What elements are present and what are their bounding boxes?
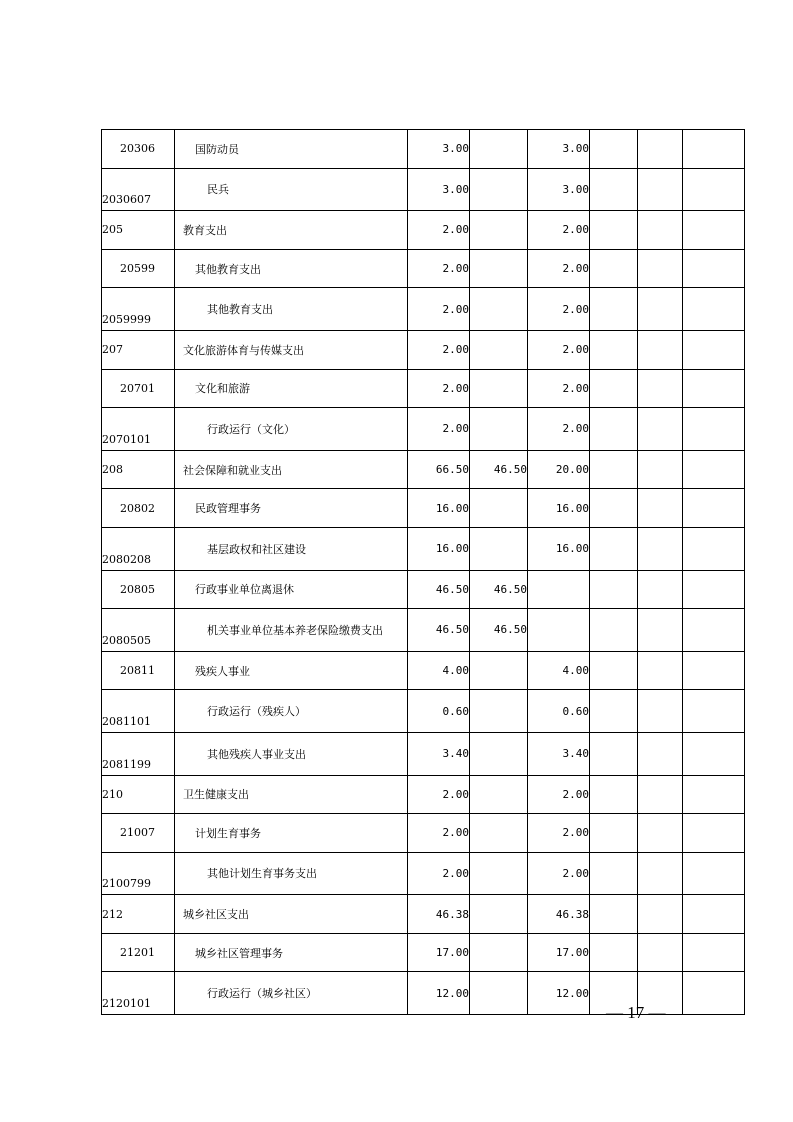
- empty-cell: [590, 775, 638, 814]
- empty-cell: [638, 933, 683, 972]
- basic-expenditure-cell: [470, 408, 528, 451]
- subject-name-cell: 基层政权和社区建设: [175, 527, 408, 570]
- project-expenditure-cell: 16.00: [528, 527, 590, 570]
- table-row: [102, 450, 745, 489]
- subject-code-cell: 20599: [102, 249, 175, 288]
- subject-code-cell: 2059999: [102, 288, 175, 331]
- empty-cell: [638, 369, 683, 408]
- project-expenditure-cell: 3.00: [528, 168, 590, 211]
- subject-name-cell: 其他教育支出: [175, 288, 408, 331]
- subject-code-cell: 212: [102, 895, 175, 934]
- table-row: [102, 895, 745, 934]
- subject-name-cell: 行政运行（残疾人）: [175, 690, 408, 733]
- empty-cell: [638, 489, 683, 528]
- subject-name-cell: 社会保障和就业支出: [175, 450, 408, 489]
- empty-cell: [638, 288, 683, 331]
- empty-cell: [638, 852, 683, 895]
- total-amount-cell: 17.00: [408, 933, 470, 972]
- empty-cell: [590, 489, 638, 528]
- project-expenditure-cell: [528, 609, 590, 652]
- empty-cell: [638, 732, 683, 775]
- total-amount-cell: 3.40: [408, 732, 470, 775]
- empty-cell: [683, 651, 745, 690]
- total-amount-cell: 2.00: [408, 249, 470, 288]
- empty-cell: [590, 732, 638, 775]
- empty-cell: [683, 211, 745, 250]
- subject-name-cell: 城乡社区管理事务: [175, 933, 408, 972]
- empty-cell: [638, 527, 683, 570]
- subject-code-cell: 20811: [102, 651, 175, 690]
- empty-cell: [683, 489, 745, 528]
- subject-name-cell: 行政事业单位离退休: [175, 570, 408, 609]
- table-row: [102, 330, 745, 369]
- project-expenditure-cell: 16.00: [528, 489, 590, 528]
- basic-expenditure-cell: [470, 249, 528, 288]
- project-expenditure-cell: 2.00: [528, 852, 590, 895]
- empty-cell: [638, 570, 683, 609]
- subject-code-cell: 20306: [102, 130, 175, 169]
- subject-name-cell: 国防动员: [175, 130, 408, 169]
- basic-expenditure-cell: [470, 211, 528, 250]
- project-expenditure-cell: 2.00: [528, 249, 590, 288]
- subject-code-cell: 20701: [102, 369, 175, 408]
- subject-name-cell: 机关事业单位基本养老保险缴费支出: [175, 609, 408, 652]
- project-expenditure-cell: [528, 570, 590, 609]
- subject-name-cell: 残疾人事业: [175, 651, 408, 690]
- basic-expenditure-cell: [470, 814, 528, 853]
- empty-cell: [683, 895, 745, 934]
- subject-name-cell: 行政运行（城乡社区）: [175, 972, 408, 1015]
- basic-expenditure-cell: [470, 775, 528, 814]
- subject-code-cell: 2081101: [102, 690, 175, 733]
- empty-cell: [683, 852, 745, 895]
- empty-cell: [638, 775, 683, 814]
- empty-cell: [590, 288, 638, 331]
- subject-name-cell: 文化和旅游: [175, 369, 408, 408]
- empty-cell: [590, 211, 638, 250]
- empty-cell: [590, 814, 638, 853]
- basic-expenditure-cell: [470, 732, 528, 775]
- table-row: [102, 651, 745, 690]
- basic-expenditure-cell: [470, 972, 528, 1015]
- subject-code-cell: 210: [102, 775, 175, 814]
- empty-cell: [590, 450, 638, 489]
- total-amount-cell: 2.00: [408, 775, 470, 814]
- basic-expenditure-cell: [470, 330, 528, 369]
- subject-code-cell: 20805: [102, 570, 175, 609]
- basic-expenditure-cell: [470, 651, 528, 690]
- basic-expenditure-cell: 46.50: [470, 450, 528, 489]
- total-amount-cell: 46.50: [408, 609, 470, 652]
- empty-cell: [638, 609, 683, 652]
- empty-cell: [590, 651, 638, 690]
- basic-expenditure-cell: [470, 288, 528, 331]
- page-number: — 17 —: [606, 1003, 666, 1022]
- empty-cell: [590, 330, 638, 369]
- empty-cell: [590, 527, 638, 570]
- empty-cell: [683, 330, 745, 369]
- subject-code-cell: 21007: [102, 814, 175, 853]
- project-expenditure-cell: 3.40: [528, 732, 590, 775]
- table-row: [102, 527, 745, 570]
- table-row: [102, 852, 745, 895]
- project-expenditure-cell: 2.00: [528, 775, 590, 814]
- empty-cell: [590, 168, 638, 211]
- subject-code-cell: 21201: [102, 933, 175, 972]
- table-row: [102, 249, 745, 288]
- empty-cell: [683, 972, 745, 1015]
- empty-cell: [638, 690, 683, 733]
- empty-cell: [590, 130, 638, 169]
- table-row: [102, 211, 745, 250]
- total-amount-cell: 16.00: [408, 527, 470, 570]
- subject-code-cell: 2070101: [102, 408, 175, 451]
- subject-code-cell: 2100799: [102, 852, 175, 895]
- total-amount-cell: 4.00: [408, 651, 470, 690]
- basic-expenditure-cell: [470, 690, 528, 733]
- empty-cell: [683, 130, 745, 169]
- subject-code-cell: 2080505: [102, 609, 175, 652]
- basic-expenditure-cell: [470, 895, 528, 934]
- basic-expenditure-cell: [470, 369, 528, 408]
- total-amount-cell: 2.00: [408, 408, 470, 451]
- project-expenditure-cell: 17.00: [528, 933, 590, 972]
- empty-cell: [683, 732, 745, 775]
- empty-cell: [683, 933, 745, 972]
- subject-name-cell: 行政运行（文化）: [175, 408, 408, 451]
- basic-expenditure-cell: [470, 852, 528, 895]
- budget-table: [101, 129, 745, 1015]
- table-row: [102, 288, 745, 331]
- project-expenditure-cell: 20.00: [528, 450, 590, 489]
- total-amount-cell: 16.00: [408, 489, 470, 528]
- project-expenditure-cell: 46.38: [528, 895, 590, 934]
- table-row: [102, 570, 745, 609]
- empty-cell: [638, 408, 683, 451]
- subject-code-cell: 205: [102, 211, 175, 250]
- empty-cell: [590, 933, 638, 972]
- subject-code-cell: 2120101: [102, 972, 175, 1015]
- subject-name-cell: 教育支出: [175, 211, 408, 250]
- subject-code-cell: 2030607: [102, 168, 175, 211]
- basic-expenditure-cell: 46.50: [470, 609, 528, 652]
- total-amount-cell: 2.00: [408, 211, 470, 250]
- subject-code-cell: 20802: [102, 489, 175, 528]
- basic-expenditure-cell: [470, 933, 528, 972]
- empty-cell: [683, 369, 745, 408]
- project-expenditure-cell: 4.00: [528, 651, 590, 690]
- subject-name-cell: 其他教育支出: [175, 249, 408, 288]
- empty-cell: [683, 288, 745, 331]
- project-expenditure-cell: 2.00: [528, 330, 590, 369]
- subject-name-cell: 其他计划生育事务支出: [175, 852, 408, 895]
- project-expenditure-cell: 12.00: [528, 972, 590, 1015]
- empty-cell: [638, 249, 683, 288]
- empty-cell: [683, 814, 745, 853]
- empty-cell: [683, 690, 745, 733]
- empty-cell: [683, 450, 745, 489]
- total-amount-cell: 2.00: [408, 814, 470, 853]
- total-amount-cell: 46.38: [408, 895, 470, 934]
- empty-cell: [683, 249, 745, 288]
- empty-cell: [683, 609, 745, 652]
- table-row: [102, 489, 745, 528]
- total-amount-cell: 12.00: [408, 972, 470, 1015]
- subject-name-cell: 城乡社区支出: [175, 895, 408, 934]
- table-row: [102, 732, 745, 775]
- table-row: [102, 369, 745, 408]
- subject-name-cell: 计划生育事务: [175, 814, 408, 853]
- empty-cell: [638, 814, 683, 853]
- empty-cell: [683, 168, 745, 211]
- project-expenditure-cell: 2.00: [528, 211, 590, 250]
- empty-cell: [590, 690, 638, 733]
- empty-cell: [638, 168, 683, 211]
- subject-code-cell: 2080208: [102, 527, 175, 570]
- empty-cell: [590, 408, 638, 451]
- empty-cell: [638, 450, 683, 489]
- empty-cell: [683, 775, 745, 814]
- empty-cell: [590, 249, 638, 288]
- empty-cell: [590, 570, 638, 609]
- project-expenditure-cell: 2.00: [528, 288, 590, 331]
- basic-expenditure-cell: 46.50: [470, 570, 528, 609]
- project-expenditure-cell: 2.00: [528, 408, 590, 451]
- empty-cell: [638, 211, 683, 250]
- empty-cell: [590, 369, 638, 408]
- subject-name-cell: 其他残疾人事业支出: [175, 732, 408, 775]
- total-amount-cell: 2.00: [408, 288, 470, 331]
- total-amount-cell: 3.00: [408, 168, 470, 211]
- empty-cell: [590, 895, 638, 934]
- project-expenditure-cell: 2.00: [528, 814, 590, 853]
- total-amount-cell: 2.00: [408, 369, 470, 408]
- total-amount-cell: 2.00: [408, 330, 470, 369]
- table-row: [102, 933, 745, 972]
- subject-code-cell: 2081199: [102, 732, 175, 775]
- empty-cell: [590, 609, 638, 652]
- table-body: [102, 130, 745, 1015]
- empty-cell: [683, 527, 745, 570]
- subject-name-cell: 民政管理事务: [175, 489, 408, 528]
- empty-cell: [638, 895, 683, 934]
- total-amount-cell: 3.00: [408, 130, 470, 169]
- table-row: [102, 130, 745, 169]
- subject-name-cell: 文化旅游体育与传媒支出: [175, 330, 408, 369]
- empty-cell: [638, 651, 683, 690]
- subject-code-cell: 207: [102, 330, 175, 369]
- subject-name-cell: 民兵: [175, 168, 408, 211]
- empty-cell: [590, 852, 638, 895]
- table-row: [102, 609, 745, 652]
- total-amount-cell: 46.50: [408, 570, 470, 609]
- project-expenditure-cell: 3.00: [528, 130, 590, 169]
- empty-cell: [683, 408, 745, 451]
- subject-code-cell: 208: [102, 450, 175, 489]
- basic-expenditure-cell: [470, 168, 528, 211]
- empty-cell: [638, 130, 683, 169]
- subject-name-cell: 卫生健康支出: [175, 775, 408, 814]
- basic-expenditure-cell: [470, 130, 528, 169]
- table-row: [102, 168, 745, 211]
- table-row: [102, 814, 745, 853]
- total-amount-cell: 0.60: [408, 690, 470, 733]
- project-expenditure-cell: 2.00: [528, 369, 590, 408]
- table-row: [102, 775, 745, 814]
- total-amount-cell: 2.00: [408, 852, 470, 895]
- table-row: [102, 408, 745, 451]
- empty-cell: [638, 330, 683, 369]
- total-amount-cell: 66.50: [408, 450, 470, 489]
- basic-expenditure-cell: [470, 489, 528, 528]
- empty-cell: [683, 570, 745, 609]
- project-expenditure-cell: 0.60: [528, 690, 590, 733]
- table-row: [102, 690, 745, 733]
- basic-expenditure-cell: [470, 527, 528, 570]
